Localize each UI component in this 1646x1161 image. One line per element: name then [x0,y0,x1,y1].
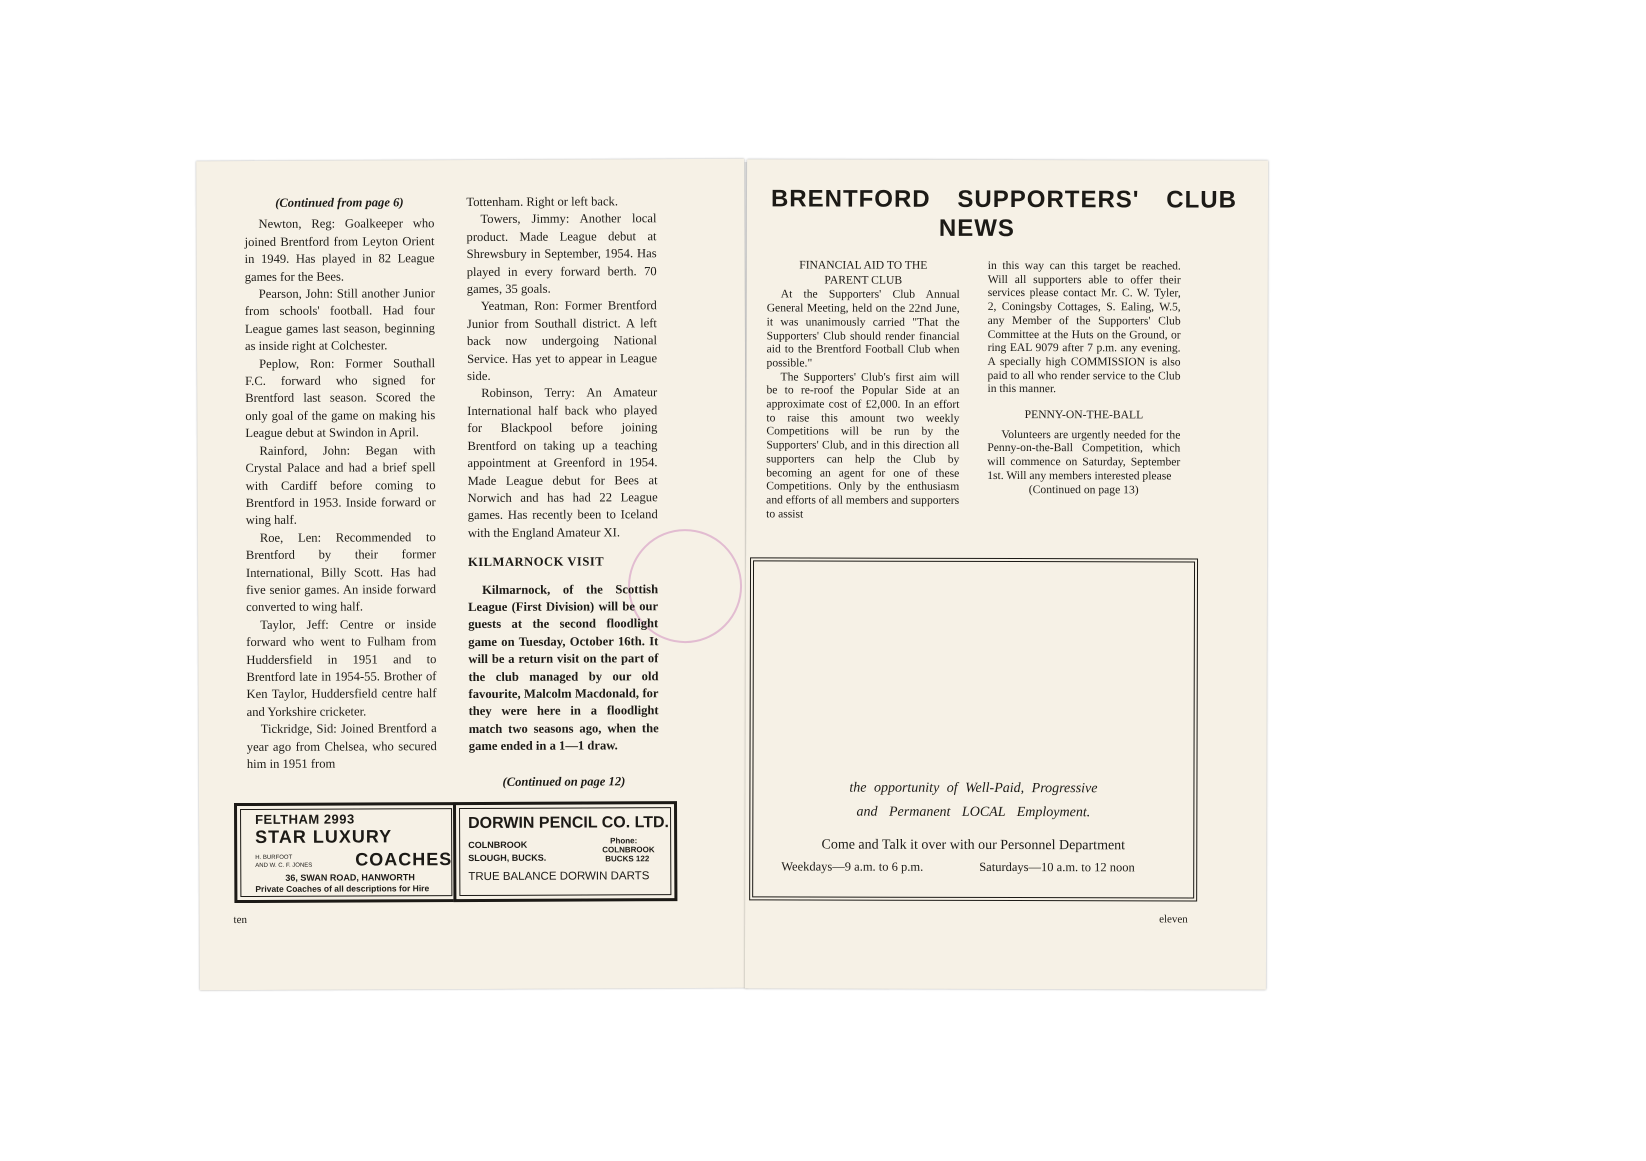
player-entry: Newton, Reg: Goalkeeper who joined Brentford from Leyton Orient in 1949. Has played in 82 League games for the Bees. [244,216,435,284]
news-paragraph: in this way can this target be reached. Will all supporters able to offer their services please contact Mr. C. W. Tyler, 2, Coningsby Cottages, S. Ealing, W.5, any Member of the Supporters' Club Committee at the Huts on the Ground, or ring EAL 9079 after 7 p.m. any evening. A specially high COMMISSION is also paid to all who render service to the Club in this manner. [987,258,1181,396]
player-entry: Pearson, John: Still another Junior from schools' football. Had four League games last season, beginning as inside right at Colchester. [244,286,435,354]
ad-address: 36, SWAN ROAD, HANWORTH [285,872,415,883]
star-luxury-coaches-ad [234,802,458,903]
player-entry: Roe, Len: Recommended to Brentford by their former International, Billy Scott. Has had five senior games. An inside forward converted to wing half. [245,529,437,615]
financial-aid-heading: FINANCIAL AID TO THE [799,258,928,272]
player-entry: Towers, Jimmy: Another local product. Made League debut at Shrewsbury in September, 1954. Has played in every forward berth. 70 games, 35 goals. [466,211,657,297]
dorwin-pencil-ad [453,801,677,902]
continued-from-note: (Continued from page 6) [275,195,404,210]
ad-company-name: DORWIN PENCIL CO. LTD. [468,814,670,833]
club-news-column-2 [987,259,1181,498]
left-column-1 [244,194,437,773]
player-entry: Robinson, Terry: An Amateur International half back who played for Blackpool before joining Brentford on taking up a teaching appointment at Greenford in 1954. Made League debut for Bees at Norwich and has had 22 League games. Has recently been to Iceland with the England Amateur XI. [467,385,658,540]
news-paragraph: The Supporters' Club's first aim will be to re-roof the Popular Side at an approximate cost of £2,000. In an effort to raise this amount two weekly Competitions will be run by the Supporters' Club, and in this direction all supporters can help the Club by becoming an agent for one of these Competitions. Only by the enthusiasm and efforts of all members and supporters to assist [766,370,960,521]
ad-tagline: Private Coaches of all descriptions for Hire [255,883,430,894]
news-paragraph: Volunteers are urgently needed for the Penny-on-the-Ball Competition, which will commence on Saturday, September 1st. Will any members interested please [987,427,1181,483]
varley-ad-frame-bottom [749,557,1198,901]
ad-weekdays: Weekdays—9 a.m. to 6 p.m. [781,859,924,874]
ad-phone-1: COLNBROOK [602,845,655,855]
ad-address-2: SLOUGH, BUCKS. [468,852,547,864]
ad-saturdays: Saturdays—10 a.m. to 12 noon [979,859,1135,875]
ad-phone-2: BUCKS 122 [605,854,650,864]
ad-company-name: STAR LUXURY [255,826,393,847]
penny-on-the-ball-heading: PENNY-ON-THE-BALL [1024,408,1144,422]
page-number: eleven [1159,913,1188,926]
player-entry: Tickridge, Sid: Joined Brentford a year ago from Chelsea, who secured him in 1951 from [246,721,437,771]
ad-phone-label: Phone: [610,836,638,846]
continued-on-note: (Continued on page 13) [1028,482,1139,496]
supporters-club-title-2: NEWS [938,214,1015,243]
ad-offer-2: the opportunity of Well-Paid, Progressive [849,780,1098,797]
player-entry: Peplow, Ron: Former Southall F.C. forward who signed for Brentford last season. Scored the only goal of the game on making his League debut at Swindon in April. [245,355,436,441]
player-entry-continued: Tottenham. Right or left back. [466,194,619,210]
ad-tagline: TRUE BALANCE DORWIN DARTS [468,870,650,884]
financial-aid-heading-2: PARENT CLUB [824,273,903,287]
kilmarnock-text: Kilmarnock, of the Scottish League (First Division) will be our guests at the second floodlight game on Tuesday, October 16th. It will be a return visit on the part of the club managed by our old favourite, Malcolm Macdonald, for they were here in a floodlight match two seasons ago, when the game ended in a 1—1 draw. [468,581,659,754]
right-page [745,159,1268,989]
page-number: ten [233,913,247,927]
left-column-2 [466,193,659,791]
ad-offer-3: and Permanent LOCAL Employment. [856,804,1091,821]
player-entry: Taylor, Jeff: Centre or inside forward who went to Fulham from Huddersfield in 1951 and to Brentford late in 1954-55. Brother of Ken Taylor, Huddersfield centre half and Yorkshire cricketer. [246,616,437,719]
news-paragraph: At the Supporters' Club Annual General Meeting, held on the 22nd June, it was unanimously carried "That the Supporters' Club should render financial aid to the Brentford Football Club when possible." [766,287,960,370]
player-entry: Yeatman, Ron: Former Brentford Junior from Southall district. A left back now undergoing National Service. Has yet to appear in League side. [466,298,658,384]
ad-address-1: COLNBROOK [468,839,528,851]
ad-talk: Come and Talk it over with our Personnel Department [821,837,1126,854]
ad-owners-2: AND W. C. F. JONES [255,862,313,869]
continued-on-note: (Continued on page 12) [502,773,626,789]
club-news-column-1 [766,258,960,521]
left-page [196,159,748,990]
ad-owners-1: H. BURFOOT [255,854,293,861]
ad-phone: FELTHAM 2993 [255,811,355,827]
ad-coaches: COACHES [355,849,453,870]
player-entry: Rainford, John: Began with Crystal Palace and had a brief spell with Cardiff before coming to Brentford in 1953. Inside forward or wing half. [245,442,436,528]
kilmarnock-heading: KILMARNOCK VISIT [467,554,605,570]
supporters-club-title: BRENTFORD SUPPORTERS' CLUB [770,185,1238,214]
